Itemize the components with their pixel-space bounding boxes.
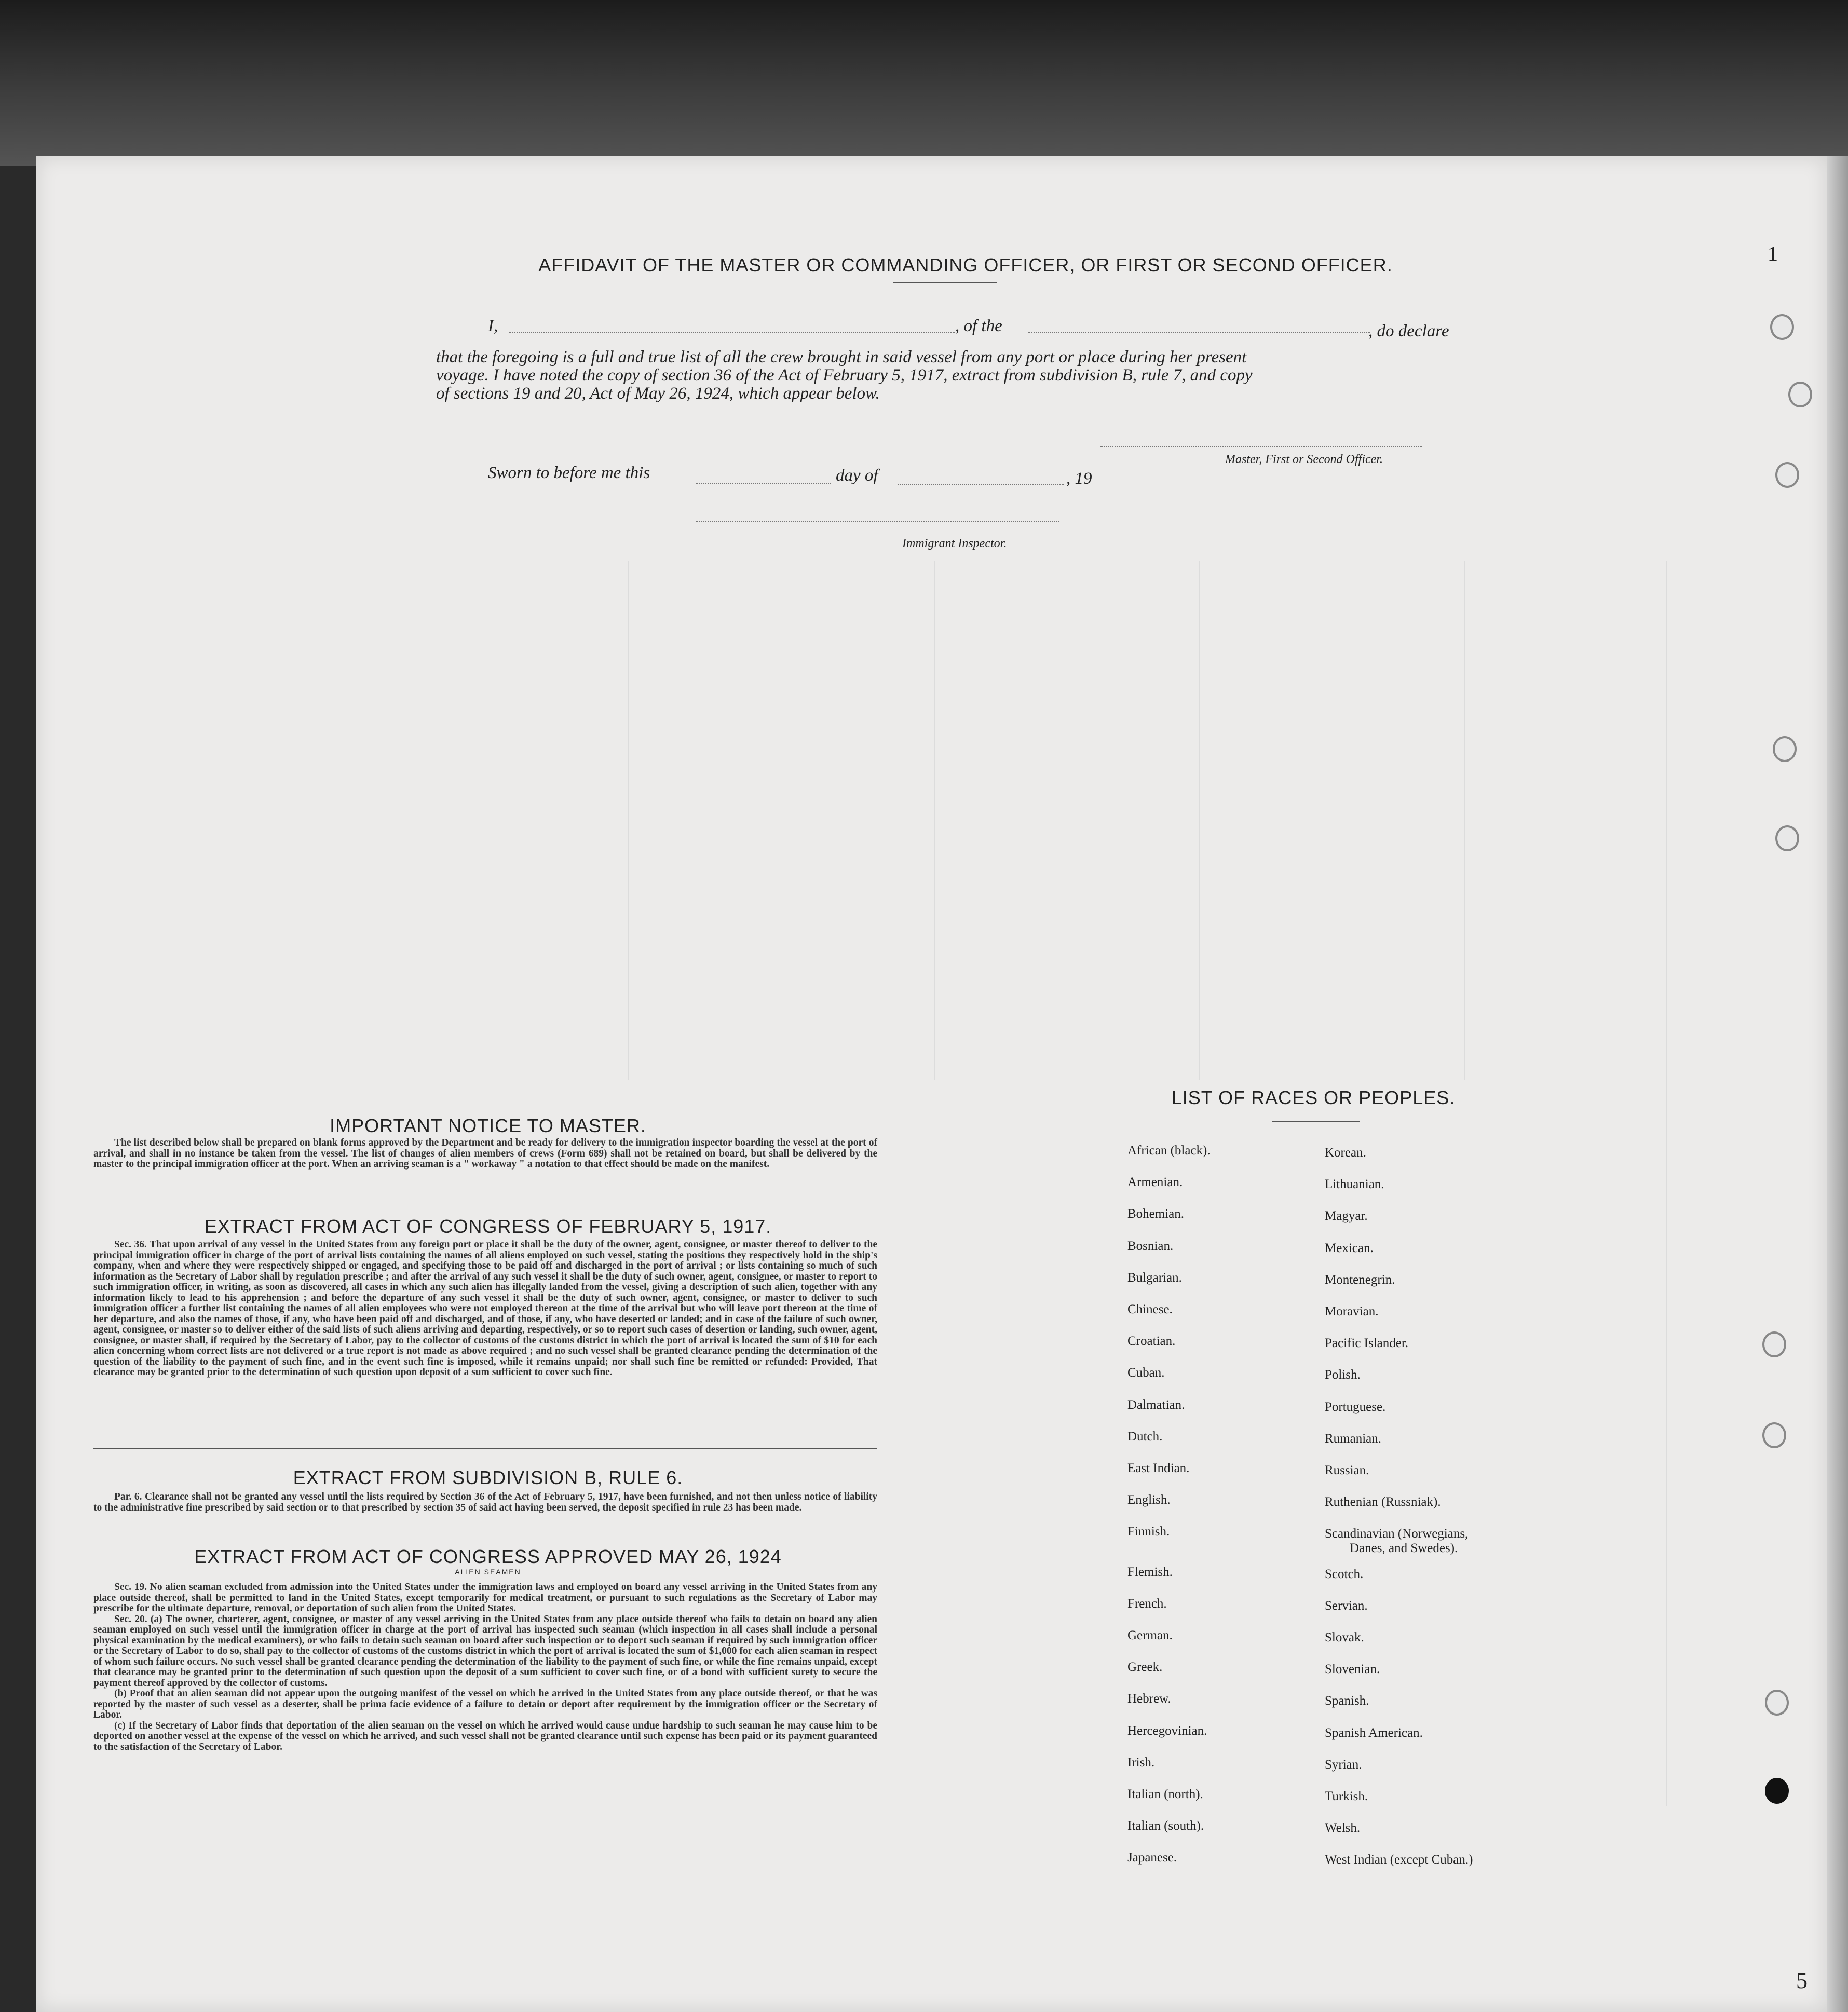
affidavit-body-line2: voyage. I have noted the copy of section 36 of the Act of February 5, 1917, extract from subdivision B, rule 7, and copy (436, 366, 1253, 385)
race-item: Welsh. (1325, 1821, 1361, 1836)
inspector-signature-field[interactable] (696, 521, 1059, 522)
race-item: Italian (south). (1127, 1819, 1204, 1833)
act-1924-text (93, 1582, 877, 1752)
race-item: Rumanian. (1325, 1431, 1382, 1446)
race-item: Slovak. (1325, 1630, 1364, 1644)
race-item: Ruthenian (Russniak). (1325, 1495, 1441, 1510)
section-20c-paragraph: (c) If the Secretary of Labor finds that deportation of the alien seaman on the vessel on which he arrived would cause undue hardship to such seaman he may cause him to be deported on another vessel at the expense of the vessel on which he arrived, and such vessel shall not be granted clearance until such expense has been paid or its payment guaranteed to the satisfaction of the Secretary of Labor. (93, 1720, 877, 1752)
act-1917-rule (93, 1448, 877, 1449)
race-item: Syrian. (1325, 1757, 1362, 1772)
race-item: Servian. (1325, 1598, 1368, 1613)
race-item: Irish. (1127, 1755, 1155, 1770)
bleed-column-line (934, 561, 935, 1080)
race-item: Portuguese. (1325, 1399, 1386, 1414)
race-item: Bulgarian. (1127, 1270, 1182, 1285)
race-item: Pacific Islander. (1325, 1336, 1409, 1351)
race-item: Polish. (1325, 1368, 1361, 1382)
section-20a-paragraph: Sec. 20. (a) The owner, charterer, agent, consignee, or master of any vessel arriving in the United States from any place outside thereof who fails to detain on board any alien seaman employed on such vessel until the immigration officer in charge at the port of arrival has inspected such seaman (which inspection in all cases shall include a personal physical examination by the medical examiners), or who fails to detain such seaman on board after such inspection or to deport such seaman if required by such immigration officer or the Secretary of Labor to do so, shall pay to the collector of customs of the customs district in which the port of arrival is located the sum of $1,000 for each alien seaman in respect of whom such failure occurs. No such vessel shall be granted clearance pending the determination of the liability to the payment of such fine, or while the fine remains unpaid, except that clearance may be granted prior to the determination of such question upon the deposit of a sum sufficient to cover such fine, or of a bond with sufficient surety to secure the payment thereof approved by the collector of customs. (93, 1613, 877, 1689)
inspector-label: Immigrant Inspector. (902, 537, 1007, 550)
page-edge (1827, 156, 1848, 2012)
race-item: Russian. (1325, 1463, 1369, 1477)
race-item: Lithuanian. (1325, 1177, 1384, 1192)
act-1917-text (93, 1240, 877, 1378)
race-item: Italian (north). (1127, 1787, 1203, 1801)
sworn-day-field[interactable] (696, 483, 831, 484)
declare-i: I, (488, 317, 498, 335)
race-item: African (black). (1127, 1144, 1211, 1158)
sworn-label: Sworn to before me this (488, 464, 650, 482)
races-rule (1272, 1121, 1360, 1122)
section-19-paragraph: Sec. 19. No alien seaman excluded from admission into the United States under the immigration laws and employed on board any vessel arriving in the United States from any place outside thereof, shall be permitted to land in the United States, except temporarily for medical treatment, or pursuant to such regulations as the Secretary of Labor may prescribe for the ultimate departure, removal, or deportation of such alien from the United States. (93, 1582, 877, 1614)
rule-b-title: EXTRACT FROM SUBDIVISION B, RULE 6. (293, 1467, 683, 1488)
affidavit-body-line3: of sections 19 and 20, Act of May 26, 1924, which appear below. (436, 384, 880, 403)
binder-hole (1773, 736, 1797, 762)
binder-hole (1770, 314, 1794, 340)
race-item: Croatian. (1127, 1334, 1176, 1349)
race-item: Hebrew. (1127, 1692, 1171, 1706)
bleed-column-line (628, 561, 629, 1080)
corner-mark: 5 (1796, 1968, 1808, 1993)
race-item: Montenegrin. (1325, 1272, 1395, 1287)
race-item: Bosnian. (1127, 1239, 1174, 1253)
race-item: Dutch. (1127, 1429, 1163, 1444)
race-item: Scandinavian (Norwegians, (1325, 1527, 1469, 1541)
race-item: Korean. (1325, 1146, 1366, 1160)
race-item: Flemish. (1127, 1565, 1173, 1579)
scanner-background (0, 0, 1848, 166)
binder-hole (1762, 1422, 1786, 1448)
rule-b-text (93, 1492, 877, 1513)
binder-hole (1765, 1778, 1789, 1804)
section-20b-paragraph: (b) Proof that an alien seaman did not appear upon the outgoing manifest of the vessel on which he arrived in the United States from any place outside thereof, or that he was reported by the master of such vessel as a deserter, shall be prima facie evidence of a failure to detain or deport after requirement by the immigration officer or the Secretary of Labor. (93, 1688, 877, 1720)
corner-mark: 1 (1768, 242, 1778, 265)
race-item: Moravian. (1325, 1304, 1379, 1318)
do-declare-label: , do declare (1368, 322, 1449, 341)
race-item: Greek. (1127, 1660, 1163, 1675)
binder-hole (1762, 1331, 1786, 1357)
notice-title: IMPORTANT NOTICE TO MASTER. (330, 1115, 646, 1136)
section-36-paragraph: Sec. 36. That upon arrival of any vessel in the United States from any foreign port or place it shall be the duty of the owner, agent, consignee, or master thereof to deliver to the principal immigration officer in charge of the port of arrival lists containing the names of all aliens employed on such vessel, stating the positions they respectively hold in the ship's company, when and where they were respectively shipped or engaged, and specifying those to be paid off and discharged in the port of arrival ; or lists containing so much of such information as the Secretary of Labor shall by regulation prescribe ; and after the arrival of any such vessel it shall be the duty of such owner, agent, consignee, or master to report to such immigration officer, in writing, as soon as discovered, all cases in which any such alien has illegally landed from the vessel, giving a description of such alien, together with any information likely to lead to his apprehension ; and before the departure of any such vessel it shall be the duty of such owner, agent, consignee, or master to deliver to such immigration officer a further list containing the names of all alien employees who were not employed thereon at the time of the arrival but who will leave port thereon at the time of her departure, and also the names of those, if any, who have been paid off and discharged, and of those, if any, who have deserted or landed; and in case of the failure of such owner, agent, consignee, or master so to deliver either of the said lists of such aliens arriving and departing, respectively, or so to report such cases of desertion or landing, such owner, agent, consignee, or master shall, if required by the Secretary of Labor, pay to the collector of customs of the customs district in which the port of arrival is located the sum of $10 for each alien concerning whom correct lists are not delivered or a true report is not made as above required ; and no such vessel shall be granted clearance pending the determination of the question of the liability to the payment of such fine, and in the event such fine is imposed, while it remains unpaid; nor shall such fine be remitted or refunded: Provided, That clearance may be granted prior to the determination of such question upon deposit of a sum sufficient to cover such fine. (93, 1239, 877, 1378)
name-field[interactable] (509, 332, 955, 333)
act-1924-subtitle: ALIEN SEAMEN (455, 1568, 521, 1576)
act-1924-title: EXTRACT FROM ACT OF CONGRESS APPROVED MAY 26, 1924 (194, 1546, 782, 1567)
race-item: French. (1127, 1596, 1167, 1611)
bleed-column-line (1199, 561, 1200, 1080)
vessel-field[interactable] (1028, 332, 1370, 333)
title-rule (893, 282, 997, 283)
race-item: German. (1127, 1628, 1173, 1642)
race-item: Turkish. (1325, 1789, 1368, 1803)
of-the-label: , of the (955, 317, 1002, 335)
year-label: , 19 (1066, 469, 1092, 488)
notice-text (93, 1138, 877, 1170)
binder-hole (1775, 462, 1799, 488)
notice-paragraph: The list described below shall be prepared on blank forms approved by the Department and be ready for delivery to the immigration inspector boarding the vessel at the port of arrival, and shall in no instance be taken from the vessel. The list of changes of alien members of crews (Form 689) shall not be retained on board, but shall be delivered by the master to the principal immigration officer at the port. When an arriving seaman is a " workaway " a notation to that effect should be made on the manifest. (93, 1137, 877, 1170)
race-item: East Indian. (1127, 1461, 1190, 1475)
master-signature-field[interactable] (1100, 446, 1422, 447)
race-item-continued: Danes, and Swedes). (1350, 1541, 1458, 1555)
race-item: Scotch. (1325, 1567, 1364, 1581)
race-item: Slovenian. (1325, 1662, 1380, 1677)
race-item: Bohemian. (1127, 1207, 1185, 1221)
race-item: Armenian. (1127, 1175, 1183, 1190)
race-item: Spanish American. (1325, 1725, 1423, 1740)
race-item: Dalmatian. (1127, 1397, 1185, 1412)
affidavit-body-line1: that the foregoing is a full and true list of all the crew brought in said vessel from any port or place during her present (436, 348, 1247, 366)
bleed-column-line (1464, 561, 1465, 1080)
sworn-month-field[interactable] (898, 484, 1064, 485)
paragraph-6: Par. 6. Clearance shall not be granted any vessel until the lists required by Section 36 of the Act of February 5, 1917, have been furnished, and not then unless notice of liability to the administrative fine prescribed by said section or to that prescribed by section 35 of said act having been served, the deposit specified in rule 23 has been made. (93, 1491, 877, 1513)
races-title: LIST OF RACES OR PEOPLES. (1171, 1087, 1456, 1108)
day-of-label: day of (836, 466, 878, 485)
act-1917-title: EXTRACT FROM ACT OF CONGRESS OF FEBRUARY 5, 1917. (204, 1216, 772, 1237)
race-item: Magyar. (1325, 1209, 1368, 1223)
affidavit-title: AFFIDAVIT OF THE MASTER OR COMMANDING OFFICER, OR FIRST OR SECOND OFFICER. (538, 254, 1393, 276)
race-item: West Indian (except Cuban.) (1325, 1853, 1473, 1867)
bleed-column-line (1666, 561, 1667, 1806)
binder-hole (1788, 382, 1812, 407)
master-signature-label: Master, First or Second Officer. (1225, 453, 1383, 466)
binder-hole (1775, 825, 1799, 851)
race-item: Chinese. (1127, 1302, 1173, 1316)
race-item: English. (1127, 1493, 1171, 1507)
race-item: Japanese. (1127, 1851, 1177, 1865)
race-item: Spanish. (1325, 1694, 1369, 1708)
binder-hole (1765, 1690, 1789, 1716)
race-item: Cuban. (1127, 1366, 1165, 1380)
race-item: Mexican. (1325, 1241, 1374, 1255)
race-item: Hercegovinian. (1127, 1723, 1207, 1738)
race-item: Finnish. (1127, 1525, 1170, 1539)
